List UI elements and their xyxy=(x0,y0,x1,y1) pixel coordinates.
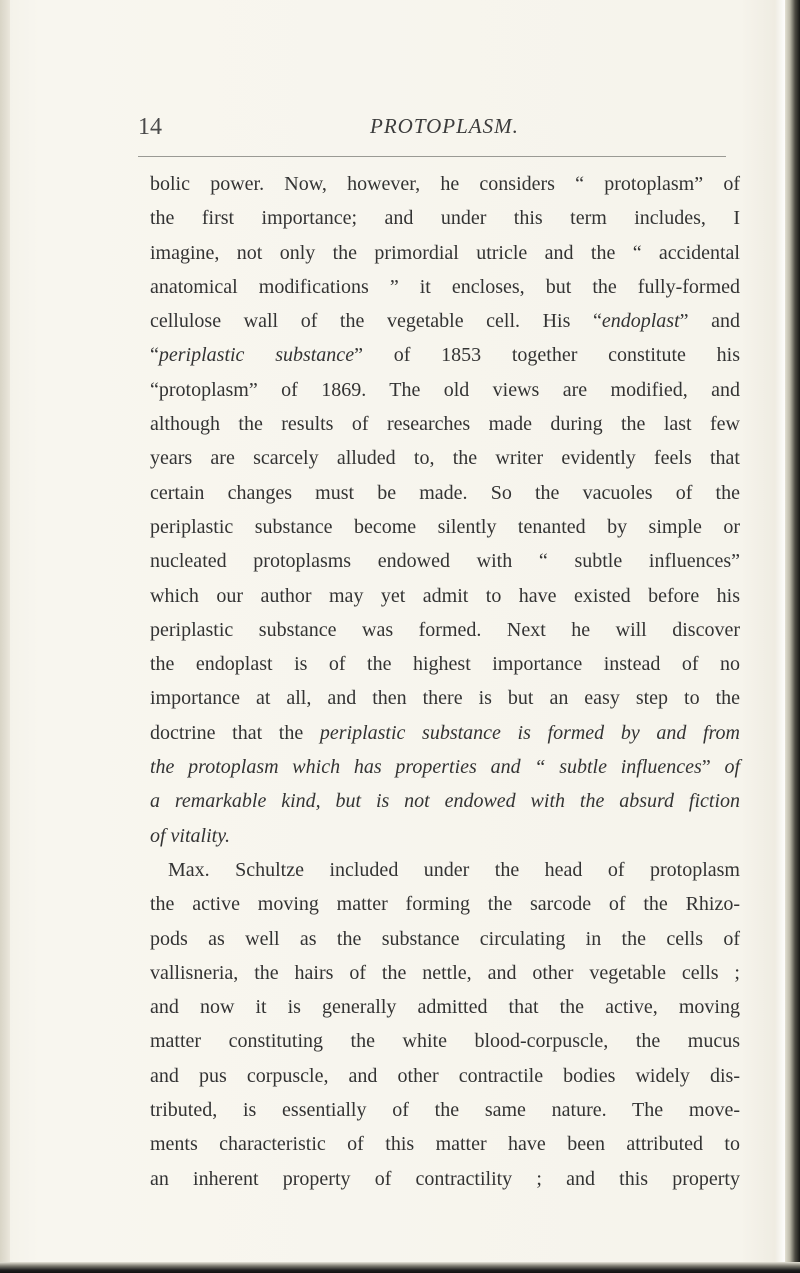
text-segment: cellulose wall of the vegetable cell. His “ xyxy=(150,310,602,333)
page-right-edge xyxy=(785,0,800,1273)
text-line xyxy=(150,681,740,715)
text-line xyxy=(150,1093,740,1127)
text-segment: the active moving matter forming the sarcode of the Rhizo- xyxy=(150,893,740,916)
text-line xyxy=(150,201,740,235)
text-line xyxy=(150,716,740,750)
page-number: 14 xyxy=(138,114,162,140)
text-line xyxy=(150,544,740,578)
text-line xyxy=(150,853,740,887)
text-line xyxy=(150,750,740,784)
text-line xyxy=(150,922,740,956)
text-segment: ” xyxy=(701,756,725,779)
text-segment: ” and xyxy=(679,310,740,333)
running-head: PROTOPLASM. xyxy=(370,114,519,138)
text-segment: importance at all, and then there is but an easy step to the xyxy=(150,687,740,710)
italic-text-segment: of xyxy=(724,756,740,779)
italic-text-segment: periplastic substance xyxy=(158,344,355,367)
text-line xyxy=(150,236,740,270)
text-line xyxy=(150,956,740,990)
text-segment: nucleated protoplasms endowed with “ subtle influences” xyxy=(150,550,740,573)
text-line xyxy=(150,270,740,304)
text-line xyxy=(150,579,740,613)
text-line xyxy=(150,441,740,475)
text-line xyxy=(150,407,740,441)
text-segment: matter constituting the white blood-corpuscle, the mucus xyxy=(150,1030,740,1053)
page-bottom-edge xyxy=(0,1262,800,1273)
text-segment: doctrine that the xyxy=(150,721,320,744)
text-line xyxy=(150,1024,740,1058)
text-line xyxy=(150,1162,740,1196)
text-segment: vallisneria, the hairs of the nettle, and other vegetable cells ; xyxy=(150,961,740,984)
text-segment: imagine, not only the primordial utricle and the “ accidental xyxy=(150,241,740,264)
text-line xyxy=(150,887,740,921)
text-line xyxy=(150,613,740,647)
text-segment: tributed, is essentially of the same nature. The move- xyxy=(150,1099,740,1122)
text-segment: the first importance; and under this term includes, I xyxy=(150,207,740,230)
text-line xyxy=(150,510,740,544)
text-segment: and now it is generally admitted that the active, moving xyxy=(150,996,740,1019)
text-segment: Max. Schultze included under the head of protoplasm xyxy=(168,858,740,881)
text-segment: and pus corpuscle, and other contractile bodies widely dis- xyxy=(150,1064,740,1087)
text-segment: pods as well as the substance circulating in the cells of xyxy=(150,927,740,950)
text-segment: “protoplasm” of 1869. The old views are modified, and xyxy=(150,378,740,401)
text-line xyxy=(150,338,740,372)
text-line xyxy=(150,304,740,338)
text-line xyxy=(150,647,740,681)
text-line xyxy=(150,476,740,510)
text-line xyxy=(150,373,740,407)
text-segment: although the results of researches made during the last few xyxy=(150,413,740,436)
header-rule xyxy=(138,156,726,157)
italic-text-segment: the protoplasm which has properties and “ subtle influences xyxy=(150,756,702,779)
text-line xyxy=(150,1059,740,1093)
text-segment: years are scarcely alluded to, the writer evidently feels that xyxy=(150,447,740,470)
text-segment: bolic power. Now, however, he considers “ protoplasm” of xyxy=(150,173,740,195)
text-segment: periplastic substance was formed. Next he will discover xyxy=(150,618,740,641)
page-header xyxy=(138,112,734,148)
text-segment: ments characteristic of this matter have been attributed to xyxy=(150,1133,740,1156)
text-segment: the endoplast is of the highest importance instead of no xyxy=(150,653,740,676)
page-left-edge xyxy=(0,0,10,1273)
text-line xyxy=(150,167,740,201)
italic-text-segment: a remarkable kind, but is not endowed with the absurd fiction xyxy=(150,790,740,813)
italic-text-segment: periplastic substance is formed by and from xyxy=(319,721,741,744)
italic-text-segment: of vitality. xyxy=(150,824,230,847)
body-text xyxy=(150,167,740,1196)
text-segment: an inherent property of contractility ; and this property xyxy=(150,1167,740,1190)
text-segment: “ xyxy=(150,344,159,367)
text-line xyxy=(150,784,740,818)
text-segment: anatomical modifications ” it encloses, but the fully-formed xyxy=(150,275,740,298)
text-segment: certain changes must be made. So the vacuoles of the xyxy=(150,481,740,504)
text-segment: which our author may yet admit to have existed before his xyxy=(150,584,740,607)
text-line xyxy=(150,990,740,1024)
text-line xyxy=(150,819,740,853)
text-line xyxy=(150,1127,740,1161)
text-segment: ” of 1853 together constitute his xyxy=(354,344,740,367)
text-segment: periplastic substance become silently tenanted by simple or xyxy=(150,515,740,538)
italic-text-segment: endoplast xyxy=(601,310,680,333)
